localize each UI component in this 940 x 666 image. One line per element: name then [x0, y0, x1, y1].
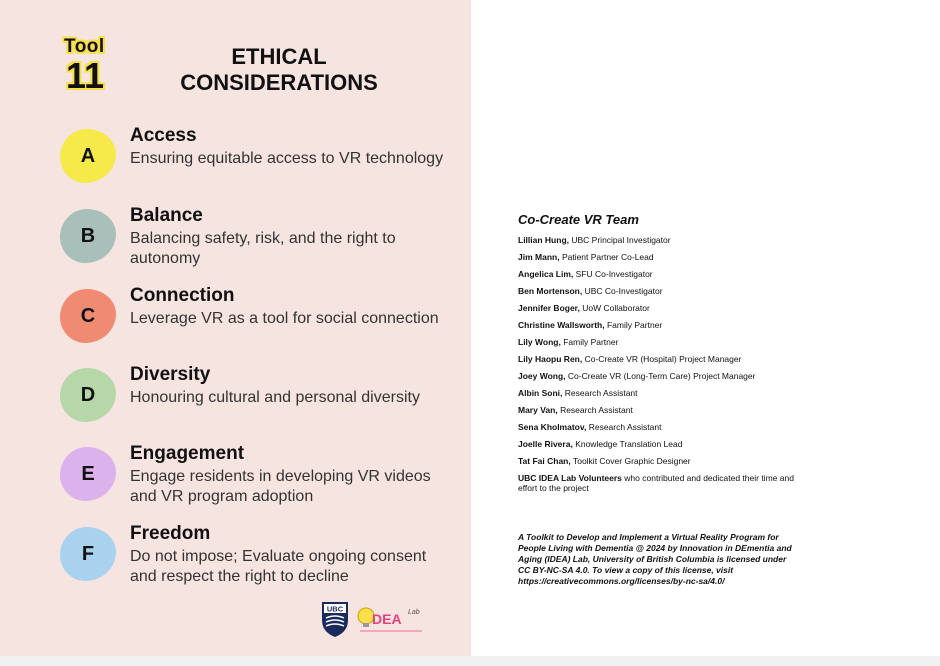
team-member: Jim Mann, Patient Partner Co-Lead: [518, 252, 654, 262]
team-member: Joelle Rivera, Knowledge Translation Lead: [518, 439, 683, 449]
item-description: Leverage VR as a tool for social connection: [130, 310, 439, 327]
title-line-2: CONSIDERATIONS: [180, 70, 378, 95]
svg-text:DEA: DEA: [372, 611, 402, 627]
consideration-engagement: [60, 443, 460, 515]
letter-badge-a: [60, 129, 116, 183]
item-title: Balance: [130, 205, 203, 226]
team-member: Ben Mortenson, UBC Co-Investigator: [518, 286, 663, 296]
team-member: Angelica Lim, SFU Co-Investigator: [518, 269, 653, 279]
consideration-diversity: [60, 364, 460, 436]
badge-letter: D: [80, 383, 96, 406]
item-description: Engage residents in developing VR videos and VR program adoption: [130, 468, 431, 505]
badge-letter: E: [81, 462, 95, 485]
page-title: [164, 44, 394, 96]
team-member: Sena Kholmatov, Research Assistant: [518, 422, 662, 432]
badge-letter: B: [80, 224, 96, 247]
idea-lab-logo: [356, 604, 426, 634]
svg-text:Lab: Lab: [408, 609, 420, 616]
letter-badge-d: [60, 368, 116, 422]
item-title: Diversity: [130, 364, 211, 385]
team-section: [518, 212, 808, 500]
item-description: Ensuring equitable access to VR technology: [130, 150, 444, 167]
ubc-logo: [320, 600, 350, 638]
team-member: Lily Wong, Family Partner: [518, 337, 619, 347]
badge-letter: F: [81, 542, 95, 565]
letter-badge-f: [60, 527, 116, 581]
team-member: Joey Wong, Co-Create VR (Long-Term Care) Project Manager: [518, 371, 756, 381]
consideration-balance: [60, 205, 460, 277]
team-member: Jennifer Boger, UoW Collaborator: [518, 303, 650, 313]
badge-letter: C: [80, 304, 96, 327]
item-title: Engagement: [130, 443, 245, 464]
consideration-connection: [60, 285, 460, 357]
tool-badge: [62, 36, 124, 98]
badge-letter: A: [80, 144, 96, 167]
title-line-1: ETHICAL: [231, 44, 327, 69]
svg-text:UBC: UBC: [326, 604, 344, 614]
team-member: UBC IDEA Lab Volunteers who contributed and dedicated their time and effort to the project: [518, 473, 794, 493]
item-description: Do not impose; Evaluate ongoing consent and respect the right to decline: [130, 548, 427, 585]
team-member: Lillian Hung, UBC Principal Investigator: [518, 235, 671, 245]
consideration-freedom: [60, 523, 460, 595]
team-title: Co-Create VR Team: [518, 212, 639, 227]
team-member: Tat Fai Chan, Toolkit Cover Graphic Designer: [518, 456, 691, 466]
team-member: Lily Haopu Ren, Co-Create VR (Hospital) Project Manager: [518, 354, 742, 364]
team-member: Albin Soni, Research Assistant: [518, 388, 638, 398]
consideration-access: [60, 125, 460, 197]
license-text: A Toolkit to Develop and Implement a Virtual Reality Program for People Living with Dementia @ 2024 by Innovation in DEmentia and Aging (IDEA) Lab, University of British Columbia is licensed under CC BY-NC-SA 4.0. To view a copy of this license, visit https://creativecommons.org/licenses/by-nc-sa/4.0/: [518, 532, 792, 586]
item-title: Freedom: [130, 523, 211, 544]
team-member: Mary Van, Research Assistant: [518, 405, 633, 415]
team-member: Christine Wallsworth, Family Partner: [518, 320, 663, 330]
bottom-bar: [0, 656, 940, 666]
letter-badge-e: [60, 447, 116, 501]
letter-badge-c: [60, 289, 116, 343]
item-description: Balancing safety, risk, and the right to autonomy: [130, 230, 396, 267]
letter-badge-b: [60, 209, 116, 263]
tool-number: 11: [66, 55, 105, 96]
item-title: Connection: [130, 285, 235, 306]
item-title: Access: [130, 125, 197, 146]
logos: [320, 600, 430, 640]
item-description: Honouring cultural and personal diversity: [130, 389, 420, 406]
tool-word: Tool: [64, 36, 105, 57]
